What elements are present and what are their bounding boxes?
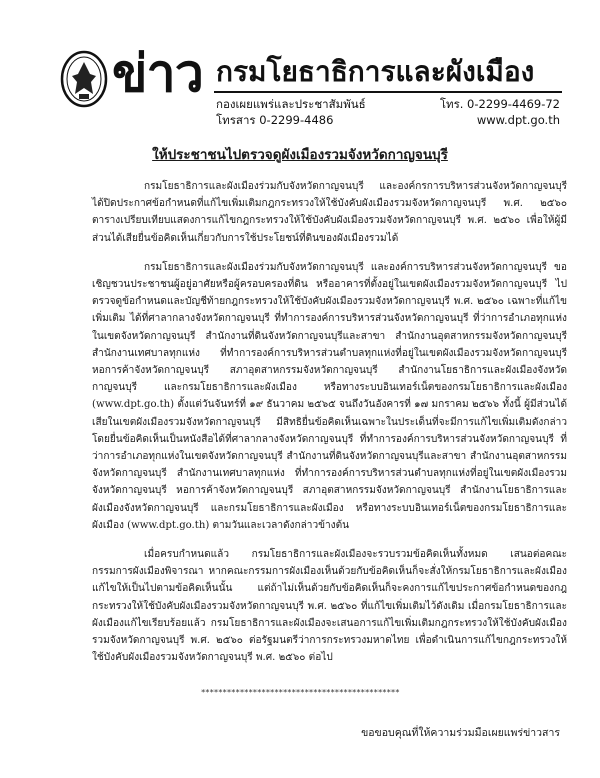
department-seal-logo (60, 50, 108, 108)
paragraph-2: กรมโยธาธิการและผังเมืองร่วมกับจังหวัดกาญจนบุรี และองค์การบริหารส่วนจังหวัดกาญจนบุรี ขอเชิญชวนประชาชนผู้อยู่อาศัยหรือผู้ครอบครองที่ดิน หรืออาคารที่ตั้งอยู่ในเขตผังเมืองรวมจังหวัดกาญจนบุรี ไปตรวจดูข้อกำหนดและบัญชีท้ายกฎกระทรวงให้ใช้บังคับผังเมืองรวมจังหวัดกาญจนบุรี พ.ศ. ๒๕๖๐ เฉพาะที่แก้ไขเพิ่มเติม ได้ที่ศาลากลางจังหวัดกาญจนบุรี ที่ทำการองค์การบริหารส่วนจังหวัดกาญจนบุรี ที่ว่าการอำเภอทุกแห่งในเขตจังหวัดกาญจนบุรี สำนักงานที่ดินจังหวัดกาญจนบุรีและสาขา สำนักงานอุตสาหกรรมจังหวัดกาญจนบุรี สำนักงานเทศบาลทุกแห่ง ที่ทำการองค์การบริหารส่วนตำบลทุกแห่งที่อยู่ในเขตผังเมืองรวมจังหวัดกาญจนบุรี หอการค้าจังหวัดกาญจนบุรี สภาอุตสาหกรรมจังหวัดกาญจนบุรี สำนักงานโยธาธิการและผังเมืองจังหวัดกาญจนบุรี และกรมโยธาธิการและผังเมือง หรือทางระบบอินเทอร์เน็ตของกรมโยธาธิการและผังเมือง (www.dpt.go.th) ตั้งแต่วันจันทร์ที่ ๑๙ ธันวาคม ๒๕๖๕ จนถึงวันอังคารที่ ๑๗ มกราคม ๒๕๖๖ ทั้งนี้ ผู้มีส่วนได้เสียในเขตผังเมืองรวมจังหวัดกาญจนบุรี มีสิทธิยื่นข้อคิดเห็นเฉพาะในประเด็นที่จะมีการแก้ไขเพิ่มเติมดังกล่าว โดยยื่นข้อคิดเห็นเป็นหนังสือได้ที่ศาลากลางจังหวัดกาญจนบุรี ที่ทำการองค์การบริหารส่วนจังหวัดกาญจนบุรี ที่ว่าการอำเภอทุกแห่งในเขตจังหวัดกาญจนบุรี สำนักงานที่ดินจังหวัดกาญจนบุรีและสาขา สำนักงานอุตสาหกรรมจังหวัดกาญจนบุรี สำนักงานเทศบาลทุกแห่ง ที่ทำการองค์การบริหารส่วนตำบลทุกแห่งที่อยู่ในเขตผังเมืองรวมจังหวัดกาญจนบุรี หอการค้าจังหวัดกาญจนบุรี สภาอุตสาหกรรมจังหวัดกาญจนบุรี สำนักงานโยธาธิการและผังเมืองจังหวัดกาญจนบุรี และกรมโยธาธิการและผังเมือง หรือทางระบบอินเทอร์เน็ตของกรมโยธาธิการและผังเมือง (www.dpt.go.th) ตามวันและเวลาดังกล่าวข้างต้น (92, 261, 567, 531)
closing-line: ขอขอบคุณที่ให้ความร่วมมือเผยแพร่ข่าวสาร (361, 727, 560, 739)
phone-number: โทร. 0-2299-4469-72 (439, 97, 560, 111)
news-heading: ข่าว (112, 44, 203, 104)
fax-number: โทรสาร 0-2299-4486 (216, 113, 334, 127)
header-divider (214, 91, 562, 93)
star-separator: ********************************************** (200, 688, 400, 697)
paragraph-3: เมื่อครบกำหนดแล้ว กรมโยธาธิการและผังเมืองจะรวบรวมข้อคิดเห็นทั้งหมด เสนอต่อคณะกรรมการผังเมืองพิจารณา หากคณะกรรมการผังเมืองเห็นด้วยกับข้อคิดเห็นก็จะสั่งให้กรมโยธาธิการและผังเมืองแก้ไขให้เป็นไปตามข้อคิดเห็นนั้น แต่ถ้าไม่เห็นด้วยกับข้อคิดเห็นก็จะคงการแก้ไขประกาศข้อกำหนดของกฎกระทรวงให้ใช้บังคับผังเมืองรวมจังหวัดกาญจนบุรี พ.ศ. ๒๕๖๐ ที่แก้ไขเพิ่มเติมไว้ดังเดิม เมื่อกรมโยธาธิการและผังเมืองแก้ไขเรียบร้อยแล้ว กรมโยธาธิการและผังเมืองจะเสนอการแก้ไขเพิ่มเติมกฎกระทรวงให้ใช้บังคับผังเมืองรวมจังหวัดกาญจนบุรี พ.ศ. ๒๕๖๐ ต่อรัฐมนตรีว่าการกระทรวงมหาดไทย เพื่อดำเนินการแก้ไขกฎกระทรวงให้ใช้บังคับผังเมืองรวมจังหวัดกาญจนบุรี พ.ศ. ๒๕๖๐ ต่อไป (92, 549, 567, 664)
body-text (92, 178, 567, 666)
pr-division: กองเผยแพร่และประชาสัมพันธ์ (216, 97, 366, 111)
department-name: กรมโยธาธิการและผังเมือง (216, 55, 535, 88)
paragraph-1: กรมโยธาธิการและผังเมืองร่วมกับจังหวัดกาญจนบุรี และองค์กรการบริหารส่วนจังหวัดกาญจนบุรี ได้ปิดประกาศข้อกำหนดที่แก้ไขเพิ่มเติมกฎกระทรวงให้ใช้บังคับผังเมืองรวมจังหวัดกาญจนบุรี พ.ศ. ๒๕๖๐ ตารางเปรียบเทียบแสดงการแก้ไขกฎกระทรวงให้ใช้บังคับผังเมืองรวมจังหวัดกาญจนบุรี พ.ศ. ๒๕๖๐ เพื่อให้ผู้มีส่วนได้เสียยื่นข้อคิดเห็นเกี่ยวกับการใช้ประโยชน์ที่ดินของผังเมืองรวมได้ (92, 181, 567, 244)
document-title: ให้ประชาชนไปตรวจดูผังเมืองรวมจังหวัดกาญจนบุรี (152, 147, 448, 163)
website: www.dpt.go.th (476, 113, 560, 127)
